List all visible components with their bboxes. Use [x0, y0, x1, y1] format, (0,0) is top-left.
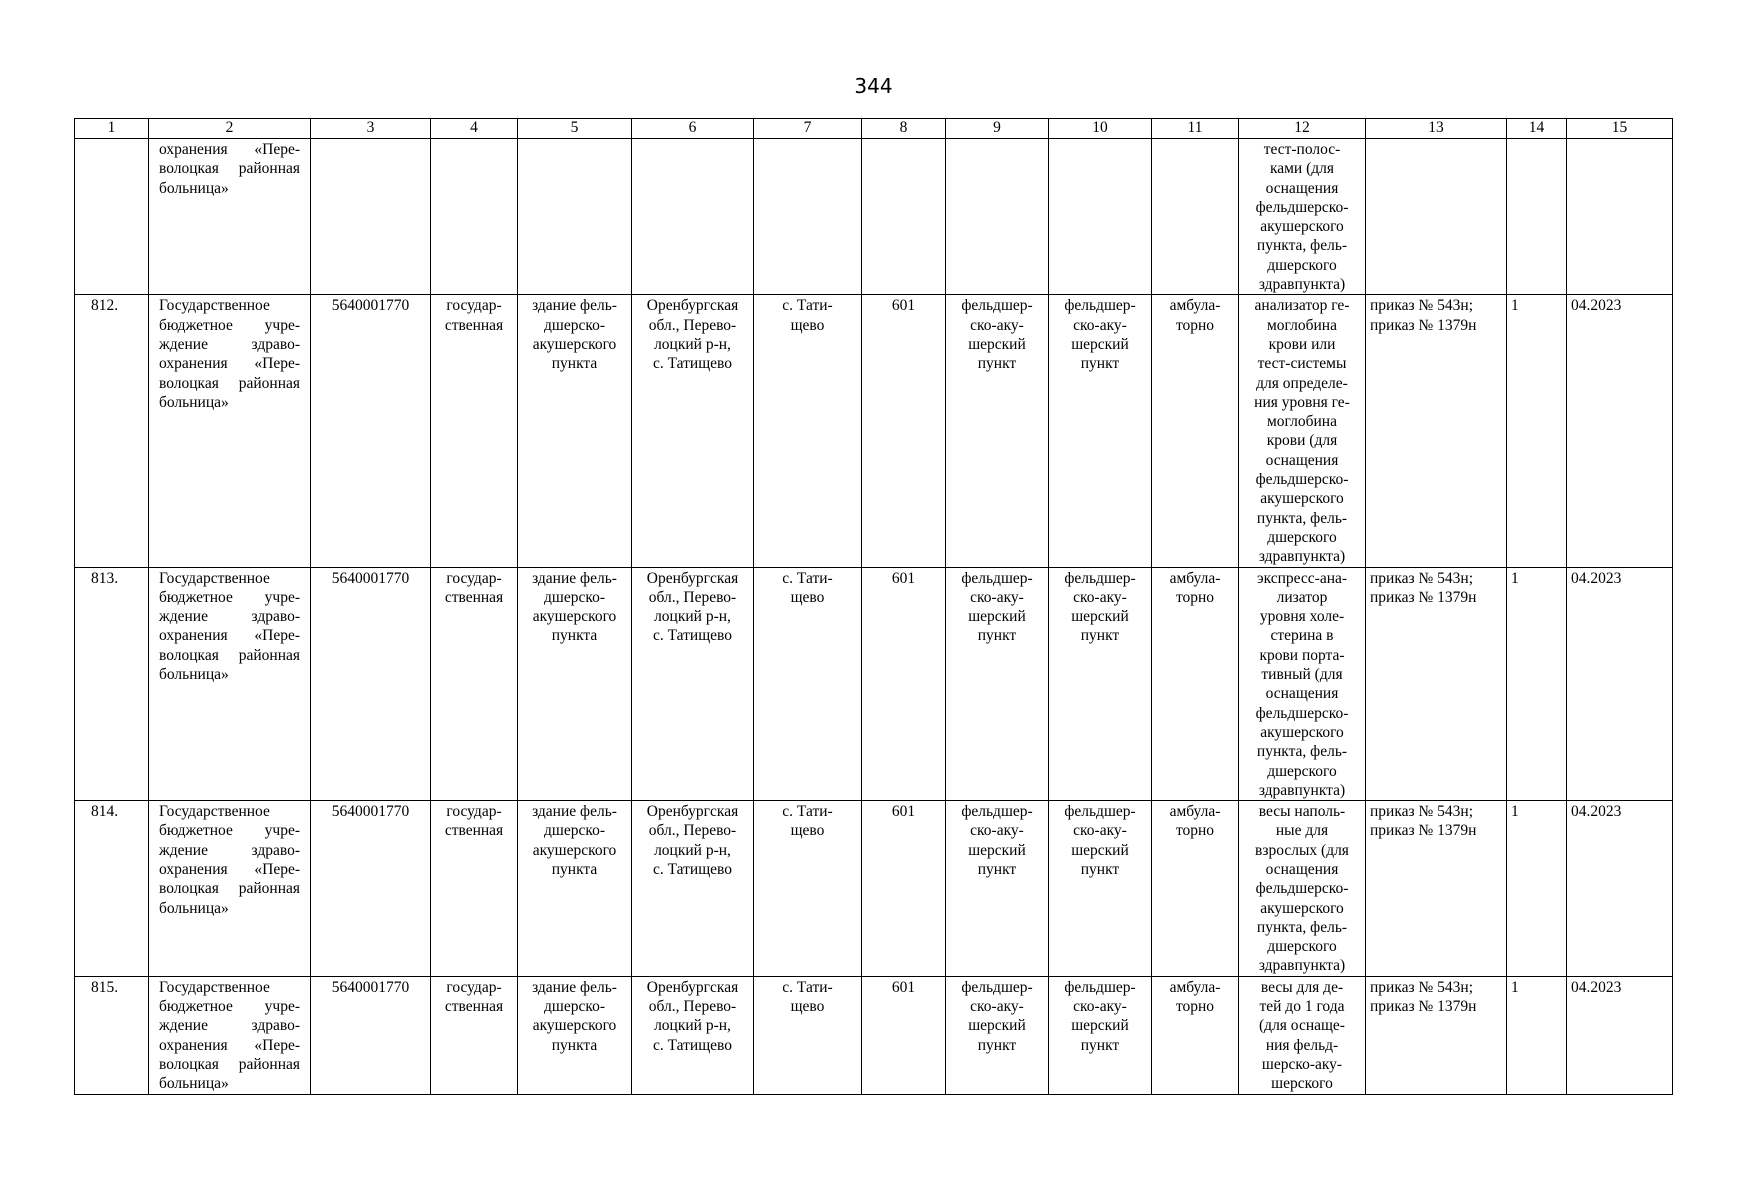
text-value: 04.2023: [1571, 803, 1622, 821]
text-line: больница»: [159, 1075, 229, 1093]
text-value: 04.2023: [1571, 978, 1622, 996]
cell-number: [75, 976, 149, 1094]
text-line: охранения «Пере-: [159, 355, 300, 373]
text-line: волоцкая районная: [159, 646, 300, 664]
text-line: стерина в: [1270, 627, 1334, 645]
text-line: ско-аку-: [1073, 588, 1127, 606]
cell-facility-type: [946, 295, 1049, 567]
text-value: 1: [1511, 803, 1519, 821]
text-line: волоцкая районная: [159, 1055, 300, 1073]
text-value: 1: [1511, 297, 1519, 315]
cell-building: [518, 295, 632, 567]
text-line: пункт: [1080, 355, 1120, 373]
text-line: весы для де-: [1260, 978, 1344, 996]
text-line: пункта: [551, 355, 598, 373]
column-header: 1: [75, 119, 149, 139]
text-line: охранения «Пере-: [159, 860, 300, 878]
column-header: 5: [518, 119, 632, 139]
text-line: тест-системы: [1257, 355, 1347, 373]
text-value: 601: [891, 297, 916, 315]
text-line: амбула-: [1169, 297, 1221, 315]
text-line: моглобина: [1267, 316, 1337, 334]
text-value: 815.: [91, 978, 119, 996]
text-line: с. Татищево: [652, 627, 733, 645]
cell-quantity: [1507, 976, 1567, 1094]
text-line: щево: [790, 822, 825, 840]
text-line: лизатор: [1276, 588, 1328, 606]
text-line: волоцкая районная: [159, 374, 300, 392]
text-line: фельдшер-: [961, 569, 1033, 587]
text-line: ско-аку-: [1073, 822, 1127, 840]
text-line: фельдшерско-: [1255, 704, 1349, 722]
cell-quantity: [1507, 567, 1567, 801]
cell-address: [632, 976, 754, 1094]
text-line: Государственное: [159, 803, 270, 821]
cell-inn: [311, 801, 431, 977]
cell-facility-subtype: [1049, 801, 1152, 977]
text-line: обл., Перево-: [648, 588, 737, 606]
text-line: шерский: [968, 1017, 1026, 1035]
cell-facility-type: [946, 139, 1049, 295]
text-line: приказ № 543н;: [1370, 569, 1474, 587]
text-line: пункта, фель-: [1256, 743, 1348, 761]
text-line: шерского: [1271, 1075, 1333, 1093]
text-line: ками (для: [1269, 160, 1335, 178]
cell-address: [632, 295, 754, 567]
text-line: лоцкий р-н,: [654, 841, 731, 859]
text-line: оснащения: [1265, 685, 1339, 703]
column-header: 13: [1366, 119, 1507, 139]
text-line: здравпункта): [1258, 548, 1346, 566]
text-line: фельдшер-: [961, 978, 1033, 996]
column-header: 3: [311, 119, 431, 139]
text-line: экспресс-ана-: [1256, 569, 1348, 587]
text-line: пункт: [1080, 860, 1120, 878]
cell-date: [1567, 139, 1673, 295]
text-line: фельдшерско-: [1255, 198, 1349, 216]
text-line: акушерского: [532, 335, 617, 353]
text-line: ждение здраво-: [159, 608, 300, 626]
cell-equipment: [1239, 567, 1366, 801]
text-value: 601: [891, 803, 916, 821]
text-line: здравпункта): [1258, 276, 1346, 294]
text-line: государ-: [446, 297, 502, 315]
cell-locality: [754, 139, 862, 295]
text-line: государ-: [446, 978, 502, 996]
text-value: 814.: [91, 803, 119, 821]
text-line: дшерского: [1267, 528, 1337, 546]
text-line: акушерского: [1260, 899, 1344, 917]
text-line: весы наполь-: [1258, 803, 1346, 821]
text-line: акушерского: [532, 841, 617, 859]
text-line: фельдшерско-: [1255, 471, 1349, 489]
text-line: здание фель-: [532, 297, 617, 315]
cell-facility-subtype: [1049, 976, 1152, 1094]
text-line: дшерского: [1267, 762, 1337, 780]
text-line: акушерского: [532, 1017, 617, 1035]
text-line: пункта: [551, 1036, 598, 1054]
text-line: (для оснаще-: [1259, 1017, 1345, 1035]
table-row: [75, 976, 1673, 1094]
text-line: крови или: [1268, 335, 1336, 353]
cell-inn: [311, 295, 431, 567]
text-line: здание фель-: [532, 569, 617, 587]
cell-inn: [311, 139, 431, 295]
text-line: с. Татищево: [652, 860, 733, 878]
column-header: 12: [1239, 119, 1366, 139]
column-header: 9: [946, 119, 1049, 139]
text-line: дшерского: [1267, 256, 1337, 274]
text-line: торно: [1175, 588, 1215, 606]
text-line: шерский: [968, 841, 1026, 859]
text-line: фельдшер-: [961, 803, 1033, 821]
cell-order: [1366, 567, 1507, 801]
text-line: обл., Перево-: [648, 316, 737, 334]
text-line: Оренбургская: [646, 803, 739, 821]
cell-organization: [149, 976, 311, 1094]
text-line: фельдшер-: [1064, 978, 1136, 996]
text-line: шерский: [968, 608, 1026, 626]
text-line: пункта, фель-: [1256, 237, 1348, 255]
text-line: щево: [790, 588, 825, 606]
text-value: 5640001770: [331, 803, 410, 821]
cell-code: [862, 567, 946, 801]
text-line: лоцкий р-н,: [654, 1017, 731, 1035]
text-line: щево: [790, 998, 825, 1016]
text-value: 812.: [91, 297, 119, 315]
text-line: Государственное: [159, 297, 270, 315]
text-line: охранения «Пере-: [159, 141, 300, 158]
text-line: охранения «Пере-: [159, 627, 300, 645]
text-line: ния фельд-: [1265, 1036, 1339, 1054]
column-header: 8: [862, 119, 946, 139]
text-line: ско-аку-: [970, 822, 1024, 840]
cell-order: [1366, 976, 1507, 1094]
text-line: дшерско-: [544, 998, 605, 1016]
text-line: ждение здраво-: [159, 1017, 300, 1035]
cell-organization: [149, 139, 311, 295]
text-line: фельдшер-: [1064, 803, 1136, 821]
cell-date: [1567, 295, 1673, 567]
text-line: пункта: [551, 860, 598, 878]
text-line: бюджетное учре-: [159, 998, 300, 1016]
cell-organization: [149, 295, 311, 567]
text-value: 601: [891, 978, 916, 996]
text-line: Оренбургская: [646, 978, 739, 996]
column-header: 7: [754, 119, 862, 139]
text-value: 5640001770: [331, 978, 410, 996]
cell-organization: [149, 801, 311, 977]
text-line: приказ № 1379н: [1370, 588, 1477, 606]
cell-ownership: [431, 139, 518, 295]
text-line: фельдшер-: [1064, 297, 1136, 315]
cell-address: [632, 801, 754, 977]
text-line: ственная: [444, 588, 504, 606]
text-line: больница»: [159, 393, 229, 411]
cell-address: [632, 567, 754, 801]
text-line: с. Татищево: [652, 1036, 733, 1054]
text-line: ско-аку-: [970, 998, 1024, 1016]
cell-facility-type: [946, 976, 1049, 1094]
text-line: больница»: [159, 899, 229, 917]
cell-quantity: [1507, 295, 1567, 567]
text-line: тей до 1 года: [1259, 998, 1345, 1016]
column-header: 4: [431, 119, 518, 139]
column-header: 15: [1567, 119, 1673, 139]
text-line: волоцкая районная: [159, 880, 300, 898]
cell-building: [518, 139, 632, 295]
column-header: 2: [149, 119, 311, 139]
text-line: ско-аку-: [1073, 316, 1127, 334]
text-line: ско-аку-: [970, 316, 1024, 334]
table-row: [75, 801, 1673, 977]
text-line: уровня холе-: [1259, 608, 1345, 626]
text-line: оснащения: [1265, 179, 1339, 197]
cell-quantity: [1507, 139, 1567, 295]
table-row: [75, 567, 1673, 801]
cell-code: [862, 295, 946, 567]
text-line: крови порта-: [1259, 646, 1345, 664]
text-value: 5640001770: [331, 569, 410, 587]
text-line: ственная: [444, 998, 504, 1016]
text-value: 04.2023: [1571, 297, 1622, 315]
text-line: государ-: [446, 569, 502, 587]
cell-ownership: [431, 295, 518, 567]
cell-number: [75, 295, 149, 567]
cell-equipment: [1239, 801, 1366, 977]
cell-ownership: [431, 567, 518, 801]
cell-locality: [754, 295, 862, 567]
text-line: крови (для: [1266, 432, 1338, 450]
text-line: дшерского: [1267, 938, 1337, 956]
text-line: ственная: [444, 822, 504, 840]
text-line: пункта, фель-: [1256, 509, 1348, 527]
text-line: оснащения: [1265, 451, 1339, 469]
text-line: пункта, фель-: [1256, 918, 1348, 936]
text-line: приказ № 543н;: [1370, 978, 1474, 996]
cell-facility-type: [946, 567, 1049, 801]
text-value: 5640001770: [331, 297, 410, 315]
text-line: фельдшерско-: [1255, 880, 1349, 898]
text-line: торно: [1175, 316, 1215, 334]
text-line: взрослых (для: [1255, 841, 1349, 859]
cell-inn: [311, 567, 431, 801]
text-line: шерско-аку-: [1261, 1055, 1343, 1073]
text-line: Оренбургская: [646, 569, 739, 587]
text-line: здание фель-: [532, 978, 617, 996]
text-value: 1: [1511, 978, 1519, 996]
cell-code: [862, 976, 946, 1094]
text-line: тивный (для: [1261, 666, 1343, 684]
cell-organization: [149, 567, 311, 801]
text-line: ждение здраво-: [159, 841, 300, 859]
text-line: шерский: [968, 335, 1026, 353]
cell-facility-subtype: [1049, 567, 1152, 801]
cell-care-form: [1152, 976, 1239, 1094]
cell-building: [518, 567, 632, 801]
cell-order: [1366, 801, 1507, 977]
text-line: ные для: [1275, 822, 1329, 840]
text-line: приказ № 1379н: [1370, 316, 1477, 334]
text-value: 813.: [91, 569, 119, 587]
text-line: акушерского: [532, 608, 617, 626]
text-line: щево: [790, 316, 825, 334]
text-line: ждение здраво-: [159, 335, 300, 353]
cell-inn: [311, 976, 431, 1094]
text-line: пункт: [977, 1036, 1017, 1054]
text-line: лоцкий р-н,: [654, 608, 731, 626]
text-line: Оренбургская: [646, 297, 739, 315]
cell-building: [518, 976, 632, 1094]
text-line: с. Татищево: [652, 355, 733, 373]
text-line: здравпункта): [1258, 957, 1346, 975]
cell-number: [75, 139, 149, 295]
text-line: амбула-: [1169, 803, 1221, 821]
text-line: с. Тати-: [782, 569, 833, 587]
equipment-table: [74, 118, 1673, 1095]
text-line: охранения «Пере-: [159, 1036, 300, 1054]
text-line: государ-: [446, 803, 502, 821]
text-line: обл., Перево-: [648, 998, 737, 1016]
cell-care-form: [1152, 567, 1239, 801]
text-line: приказ № 1379н: [1370, 822, 1477, 840]
column-header: 11: [1152, 119, 1239, 139]
text-line: ско-аку-: [970, 588, 1024, 606]
text-line: лоцкий р-н,: [654, 335, 731, 353]
cell-number: [75, 567, 149, 801]
text-line: с. Тати-: [782, 803, 833, 821]
text-line: ния уровня ге-: [1254, 393, 1350, 411]
cell-number: [75, 801, 149, 977]
text-line: фельдшер-: [1064, 569, 1136, 587]
text-line: Государственное: [159, 569, 270, 587]
cell-order: [1366, 139, 1507, 295]
text-line: анализатор ге-: [1254, 297, 1350, 315]
text-line: дшерско-: [544, 822, 605, 840]
cell-locality: [754, 976, 862, 1094]
cell-equipment: [1239, 976, 1366, 1094]
cell-ownership: [431, 976, 518, 1094]
text-line: приказ № 543н;: [1370, 803, 1474, 821]
cell-care-form: [1152, 801, 1239, 977]
text-value: 601: [891, 569, 916, 587]
text-line: здание фель-: [532, 803, 617, 821]
text-line: для определе-: [1256, 374, 1348, 392]
text-line: пункт: [977, 355, 1017, 373]
text-line: шерский: [1071, 335, 1129, 353]
text-line: акушерского: [1260, 218, 1344, 236]
text-line: амбула-: [1169, 569, 1221, 587]
text-line: пункт: [1080, 627, 1120, 645]
text-value: 1: [1511, 569, 1519, 587]
text-line: приказ № 543н;: [1370, 297, 1474, 315]
header-row: [75, 119, 1673, 139]
column-header: 10: [1049, 119, 1152, 139]
text-line: пункт: [977, 627, 1017, 645]
cell-facility-subtype: [1049, 139, 1152, 295]
text-line: с. Тати-: [782, 297, 833, 315]
text-line: шерский: [1071, 608, 1129, 626]
cell-code: [862, 801, 946, 977]
cell-quantity: [1507, 801, 1567, 977]
cell-locality: [754, 567, 862, 801]
text-line: торно: [1175, 822, 1215, 840]
text-value: 04.2023: [1571, 569, 1622, 587]
cell-locality: [754, 801, 862, 977]
cell-facility-subtype: [1049, 295, 1152, 567]
cell-facility-type: [946, 801, 1049, 977]
cell-ownership: [431, 801, 518, 977]
text-line: моглобина: [1267, 413, 1337, 431]
text-line: амбула-: [1169, 978, 1221, 996]
cell-address: [632, 139, 754, 295]
table-row-continuation: [75, 139, 1673, 295]
column-header: 14: [1507, 119, 1567, 139]
text-line: бюджетное учре-: [159, 822, 300, 840]
cell-date: [1567, 567, 1673, 801]
text-line: бюджетное учре-: [159, 588, 300, 606]
cell-equipment: [1239, 139, 1366, 295]
text-line: здравпункта): [1258, 781, 1346, 799]
text-line: волоцкая районная: [159, 160, 300, 178]
text-line: оснащения: [1265, 860, 1339, 878]
text-line: Государственное: [159, 978, 270, 996]
cell-care-form: [1152, 139, 1239, 295]
text-line: дшерско-: [544, 588, 605, 606]
cell-equipment: [1239, 295, 1366, 567]
table-row: [75, 295, 1673, 567]
text-line: пункт: [977, 860, 1017, 878]
page-number: 344: [854, 74, 893, 98]
cell-order: [1366, 295, 1507, 567]
text-line: тест-полос-: [1263, 141, 1341, 158]
text-line: с. Тати-: [782, 978, 833, 996]
text-line: больница»: [159, 179, 229, 197]
text-line: шерский: [1071, 1017, 1129, 1035]
cell-date: [1567, 801, 1673, 977]
text-line: фельдшер-: [961, 297, 1033, 315]
text-line: шерский: [1071, 841, 1129, 859]
text-line: бюджетное учре-: [159, 316, 300, 334]
text-line: обл., Перево-: [648, 822, 737, 840]
column-header: 6: [632, 119, 754, 139]
text-line: акушерского: [1260, 723, 1344, 741]
text-line: торно: [1175, 998, 1215, 1016]
text-line: приказ № 1379н: [1370, 998, 1477, 1016]
text-line: пункт: [1080, 1036, 1120, 1054]
cell-date: [1567, 976, 1673, 1094]
text-line: ственная: [444, 316, 504, 334]
text-line: пункта: [551, 627, 598, 645]
text-line: больница»: [159, 666, 229, 684]
text-line: дшерско-: [544, 316, 605, 334]
text-line: ско-аку-: [1073, 998, 1127, 1016]
cell-care-form: [1152, 295, 1239, 567]
cell-code: [862, 139, 946, 295]
cell-building: [518, 801, 632, 977]
text-line: акушерского: [1260, 490, 1344, 508]
